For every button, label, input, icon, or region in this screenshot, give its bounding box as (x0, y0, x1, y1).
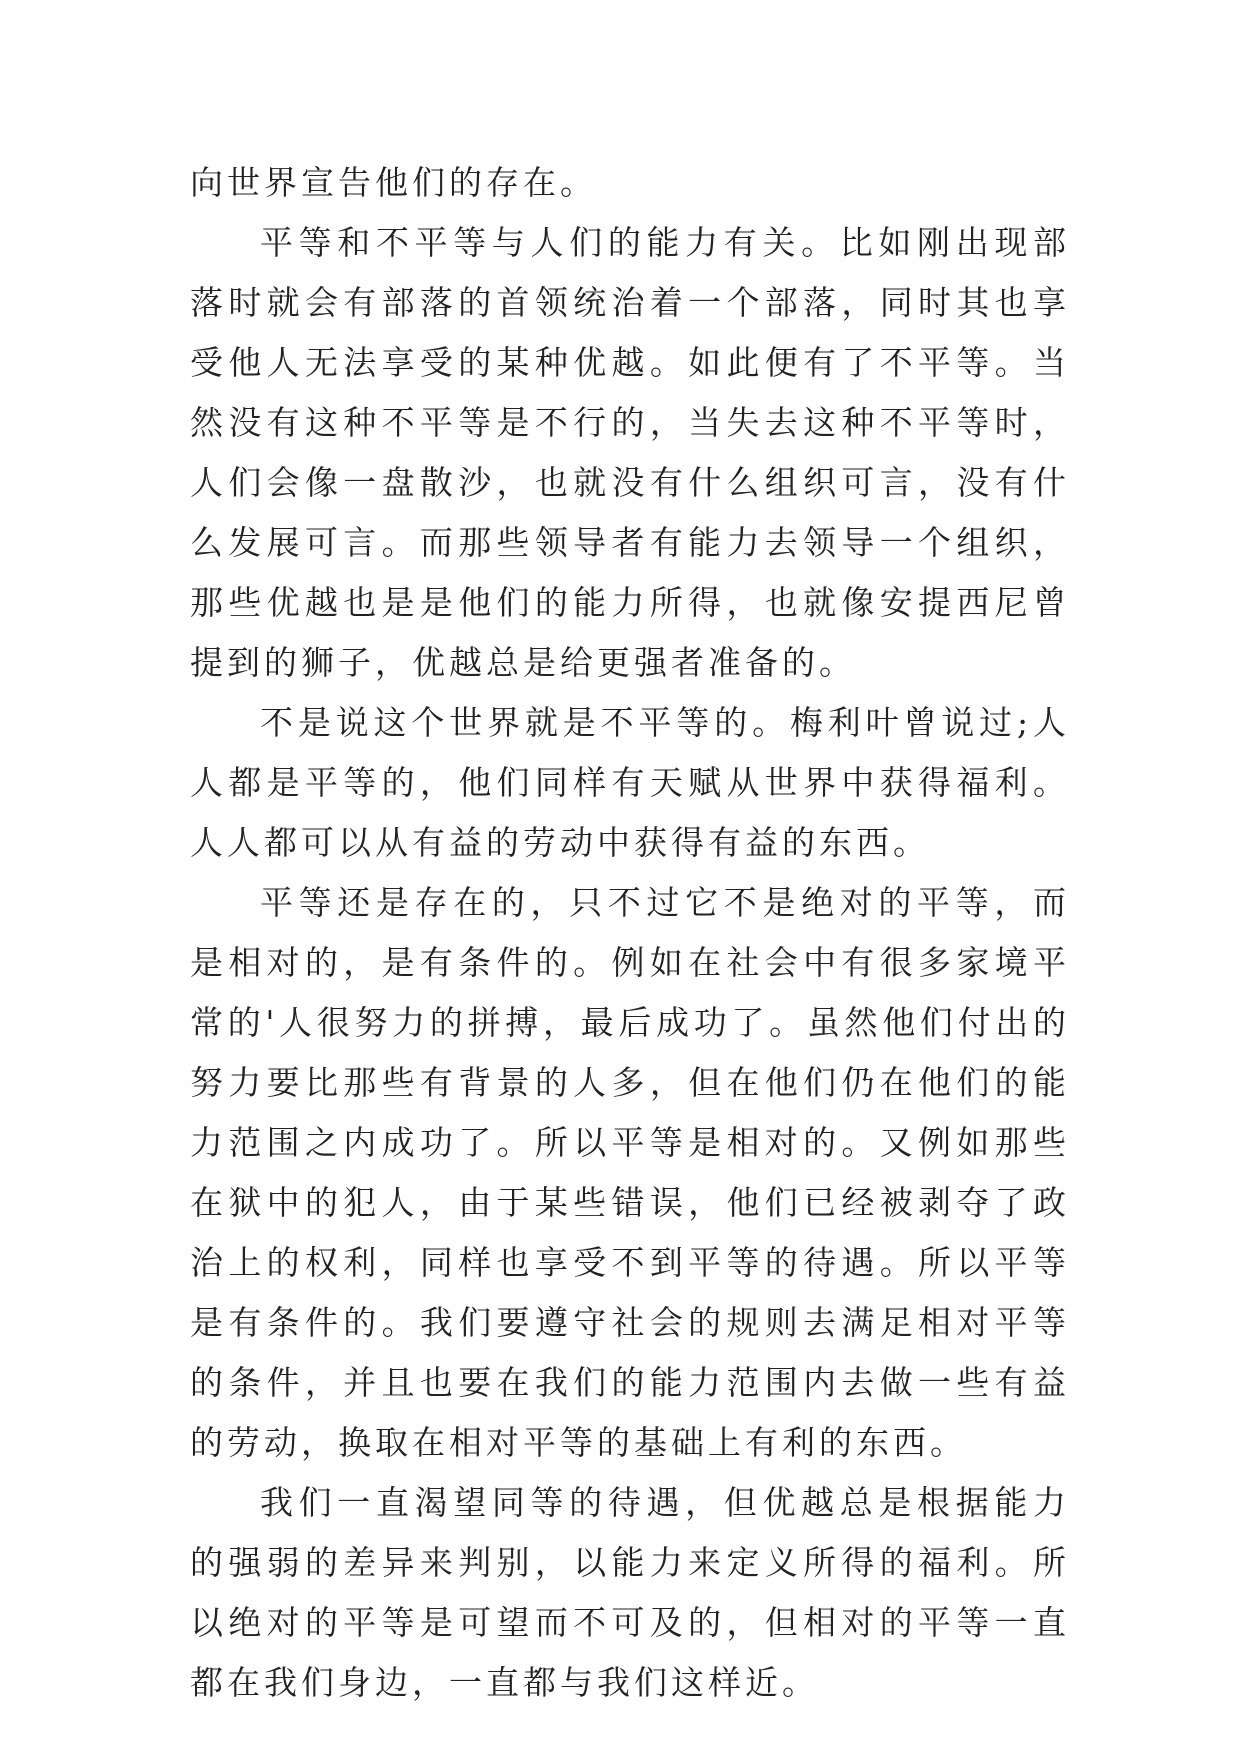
paragraph-meslier-quote: 不是说这个世界就是不平等的。梅利叶曾说过;人人都是平等的，他们同样有天赋从世界中获得福利。人人都可以从有益的劳动中获得有益的东西。 (190, 703, 1070, 862)
paragraph-conclusion: 我们一直渴望同等的待遇，但优越总是根据能力的强弱的差异来判别，以能力来定义所得的福利。所以绝对的平等是可望而不可及的，但相对的平等一直都在我们身边，一直都与我们这样近。 (190, 1483, 1070, 1702)
paragraph-relative-equality: 平等还是存在的，只不过它不是绝对的平等，而是相对的，是有条件的。例如在社会中有很多家境平常的'人很努力的拼搏，最后成功了。虽然他们付出的努力要比那些有背景的人多，但在他们仍在他们的能力范围之内成功了。所以平等是相对的。又例如那些在狱中的犯人，由于某些错误，他们已经被剥夺了政治上的权利，同样也享受不到平等的待遇。所以平等是有条件的。我们要遵守社会的规则去满足相对平等的条件，并且也要在我们的能力范围内去做一些有益的劳动，换取在相对平等的基础上有利的东西。 (190, 883, 1070, 1462)
paragraph-continuation: 向世界宣告他们的存在。 (190, 163, 597, 202)
body-text (190, 153, 1070, 1713)
paragraph-ability-inequality: 平等和不平等与人们的能力有关。比如刚出现部落时就会有部落的首领统治着一个部落，同时其也享受他人无法享受的某种优越。如此便有了不平等。当然没有这种不平等是不行的，当失去这种不平等时，人们会像一盘散沙，也就没有什么组织可言，没有什么发展可言。而那些领导者有能力去领导一个组织，那些优越也是是他们的能力所得，也就像安提西尼曾提到的狮子，优越总是给更强者准备的。 (190, 223, 1070, 682)
